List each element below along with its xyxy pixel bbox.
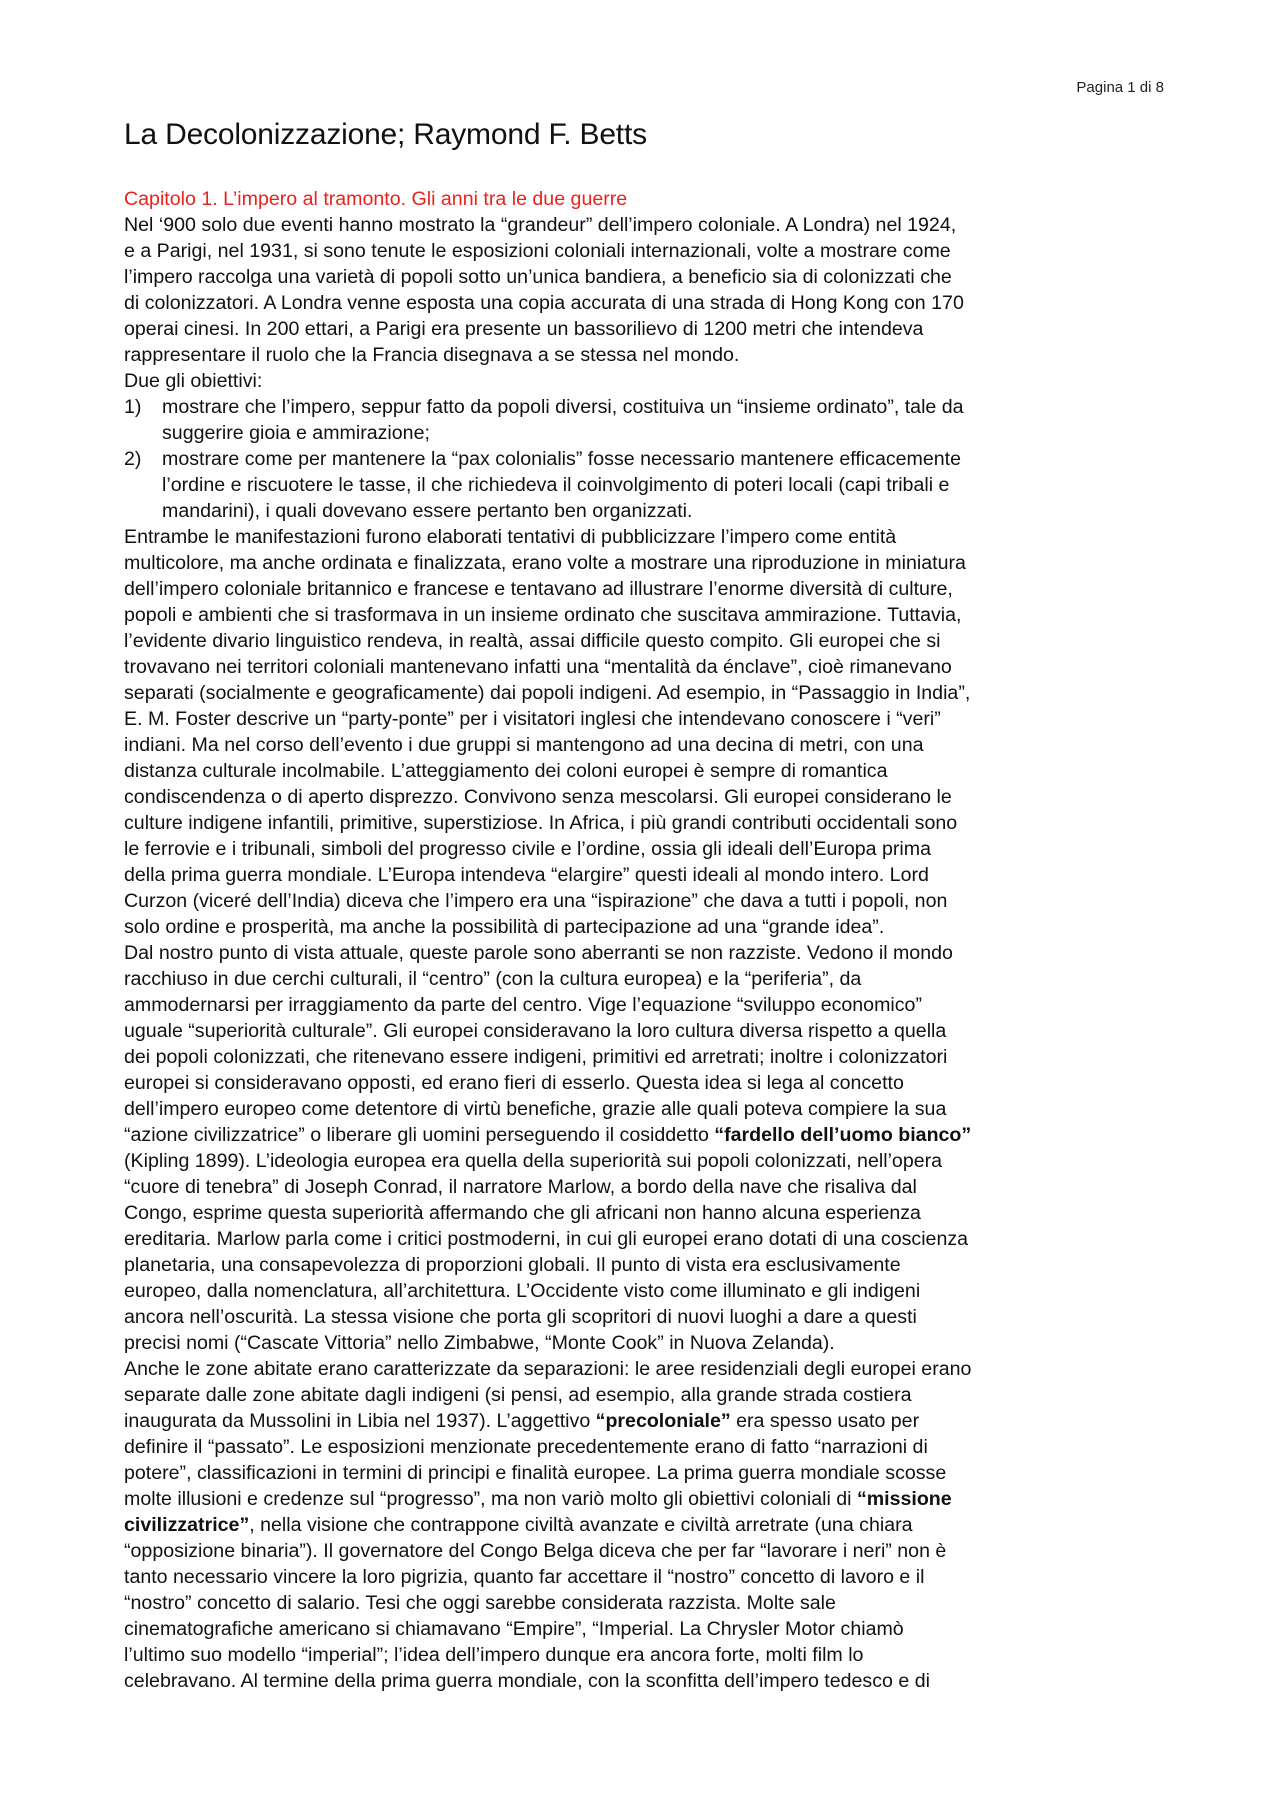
text-line [124, 706, 1164, 732]
text-line [124, 238, 1164, 264]
text-segment: mostrare come per mantenere la “pax colonialis” fosse necessario mantenere efficacemente [162, 448, 962, 470]
text-line [124, 966, 1164, 992]
text-line [124, 1096, 1164, 1122]
text-segment: celebravano. Al termine della prima guerra mondiale, con la sconfitta dell’impero tedesco e di [124, 1670, 930, 1692]
text-line [124, 1226, 1164, 1252]
text-segment: cinematografiche americano si chiamavano “Empire”, “Imperial. La Chrysler Motor chiamò [124, 1618, 904, 1640]
text-segment: ammodernarsi per irraggiamento da parte del centro. Vige l’equazione “sviluppo economico” [124, 994, 922, 1016]
text-line [124, 1044, 1164, 1070]
text-segment: planetaria, una consapevolezza di proporzioni globali. Il punto di vista era esclusivamente [124, 1254, 901, 1276]
body-text [124, 212, 1164, 1694]
text-segment: racchiuso in due cerchi culturali, il “centro” (con la cultura europea) e la “periferia”, da [124, 968, 862, 990]
text-segment: condiscendenza o di aperto disprezzo. Convivono senza mescolarsi. Gli europei considerano le [124, 786, 952, 808]
text-line [124, 1434, 1164, 1460]
text-line [124, 212, 1164, 238]
text-segment: mostrare che l’impero, seppur fatto da popoli diversi, costituiva un “insieme ordinato”, tale da [162, 396, 964, 418]
text-segment: popoli e ambienti che si trasformava in un insieme ordinato che suscitava ammirazione. Tuttavia, [124, 604, 962, 626]
text-segment: Due gli obiettivi: [124, 370, 263, 392]
text-line [124, 1304, 1164, 1330]
text-segment: inaugurata da Mussolini in Libia nel 1937). L’aggettivo [124, 1410, 596, 1432]
text-segment: europei si consideravano opposti, ed erano fieri di esserlo. Questa idea si lega al concetto [124, 1072, 904, 1094]
text-line [124, 316, 1164, 342]
text-line [124, 680, 1164, 706]
text-line [124, 368, 1164, 394]
bold-text: civilizzatrice” [124, 1514, 250, 1536]
text-line [124, 1564, 1164, 1590]
bold-text: “fardello dell’uomo bianco” [714, 1124, 972, 1146]
text-line [124, 758, 1164, 784]
text-line [124, 1330, 1164, 1356]
text-line [124, 576, 1164, 602]
document-title: La Decolonizzazione; Raymond F. Betts [124, 118, 647, 151]
text-segment: precisi nomi (“Cascate Vittoria” nello Zimbabwe, “Monte Cook” in Nuova Zelanda). [124, 1332, 835, 1354]
text-segment: trovavano nei territori coloniali mantenevano infatti una “mentalità da énclave”, cioè rimanevano [124, 656, 952, 678]
text-line [124, 1642, 1164, 1668]
text-line [124, 472, 1164, 498]
text-segment: tanto necessario vincere la loro pigrizia, quanto far accettare il “nostro” concetto di lavoro e il [124, 1566, 925, 1588]
text-line [124, 524, 1164, 550]
text-segment: suggerire gioia e ammirazione; [162, 422, 430, 444]
text-segment: Congo, esprime questa superiorità affermando che gli africani non hanno alcuna esperienza [124, 1202, 921, 1224]
text-line [124, 420, 1164, 446]
text-segment: Dal nostro punto di vista attuale, queste parole sono aberranti se non razziste. Vedono il mondo [124, 942, 953, 964]
text-segment: Curzon (viceré dell’India) diceva che l’impero era una “ispirazione” che dava a tutti i popoli, non [124, 890, 948, 912]
text-segment: le ferrovie e i tribunali, simboli del progresso civile e l’ordine, ossia gli ideali dell’Europa prima [124, 838, 931, 860]
text-segment: (Kipling 1899). L’ideologia europea era quella della superiorità sui popoli colonizzati, nell’opera [124, 1150, 943, 1172]
text-segment: E. M. Foster descrive un “party-ponte” per i visitatori inglesi che intendevano conoscere i “veri” [124, 708, 941, 730]
text-line [124, 1018, 1164, 1044]
text-line [124, 602, 1164, 628]
list-number: 1) [124, 396, 142, 418]
text-segment: l’ultimo suo modello “imperial”; l’idea dell’impero dunque era ancora forte, molti film lo [124, 1644, 864, 1666]
text-segment: “nostro” concetto di salario. Tesi che oggi sarebbe considerata razzista. Molte sale [124, 1592, 836, 1614]
text-line [124, 550, 1164, 576]
page-number: Pagina 1 di 8 [1076, 79, 1164, 96]
text-line [124, 1460, 1164, 1486]
text-line [124, 1382, 1164, 1408]
text-line [124, 1538, 1164, 1564]
bold-text: “precoloniale” [595, 1410, 731, 1432]
text-line [124, 342, 1164, 368]
text-line [124, 862, 1164, 888]
text-segment: molte illusioni e credenze sul “progresso”, ma non variò molto gli obiettivi coloniali di [124, 1488, 857, 1510]
text-segment: Anche le zone abitate erano caratterizzate da separazioni: le aree residenziali degli europei erano [124, 1358, 972, 1380]
text-line [124, 992, 1164, 1018]
text-segment: dell’impero coloniale britannico e francese e tentavano ad illustrare l’enorme diversità di culture, [124, 578, 953, 600]
text-segment: europeo, dalla nomenclatura, all’architettura. L’Occidente visto come illuminato e gli indigeni [124, 1280, 921, 1302]
list-item [124, 446, 1164, 472]
text-segment: ereditaria. Marlow parla come i critici postmoderni, in cui gli europei erano dotati di una coscienza [124, 1228, 969, 1250]
bold-text: “missione [856, 1488, 952, 1510]
text-line [124, 654, 1164, 680]
chapter-title: Capitolo 1. L’impero al tramonto. Gli anni tra le due guerre [124, 188, 628, 210]
text-segment: Nel ‘900 solo due eventi hanno mostrato la “grandeur” dell’impero coloniale. A Londra) nel 1924, [124, 214, 957, 236]
text-line [124, 1122, 1164, 1148]
text-segment: rappresentare il ruolo che la Francia disegnava a se stessa nel mondo. [124, 344, 740, 366]
text-line [124, 1668, 1164, 1694]
text-segment: dell’impero europeo come detentore di virtù benefiche, grazie alle quali poteva compiere la sua [124, 1098, 947, 1120]
text-segment: separati (socialmente e geograficamente) dai popoli indigeni. Ad esempio, in “Passaggio in India”, [124, 682, 971, 704]
text-line [124, 1590, 1164, 1616]
text-line [124, 940, 1164, 966]
text-segment: di colonizzatori. A Londra venne esposta una copia accurata di una strada di Hong Kong con 170 [124, 292, 964, 314]
text-line [124, 1174, 1164, 1200]
text-line [124, 888, 1164, 914]
text-segment: indiani. Ma nel corso dell’evento i due gruppi si mantengono ad una decina di metri, con una [124, 734, 924, 756]
text-segment: separate dalle zone abitate dagli indigeni (si pensi, ad esempio, alla grande strada costiera [124, 1384, 912, 1406]
text-line [124, 1148, 1164, 1174]
list-item [124, 394, 1164, 420]
text-segment: ancora nell’oscurità. La stessa visione che porta gli scopritori di nuovi luoghi a dare a questi [124, 1306, 917, 1328]
text-line [124, 1252, 1164, 1278]
text-segment: operai cinesi. In 200 ettari, a Parigi era presente un bassorilievo di 1200 metri che intendeva [124, 318, 924, 340]
text-line [124, 290, 1164, 316]
text-line [124, 1200, 1164, 1226]
text-segment: solo ordine e prosperità, ma anche la possibilità di partecipazione ad una “grande idea”. [124, 916, 885, 938]
text-line [124, 810, 1164, 836]
text-line [124, 732, 1164, 758]
list-number: 2) [124, 448, 142, 470]
text-line [124, 264, 1164, 290]
text-segment: culture indigene infantili, primitive, superstiziose. In Africa, i più grandi contributi occidentali sono [124, 812, 958, 834]
text-segment: distanza culturale incolmabile. L’atteggiamento dei coloni europei è sempre di romantica [124, 760, 888, 782]
text-segment: mandarini), i quali dovevano essere pertanto ben organizzati. [162, 500, 693, 522]
text-line [124, 1512, 1164, 1538]
text-line [124, 628, 1164, 654]
text-segment: era spesso usato per [730, 1410, 920, 1432]
text-segment: “azione civilizzatrice” o liberare gli uomini perseguendo il cosiddetto [124, 1124, 715, 1146]
text-segment: “opposizione binaria”). Il governatore del Congo Belga diceva che per far “lavorare i neri” non è [124, 1540, 947, 1562]
text-segment: multicolore, ma anche ordinata e finalizzata, erano volte a mostrare una riproduzione in miniatura [124, 552, 966, 574]
text-line [124, 1070, 1164, 1096]
text-segment: Entrambe le manifestazioni furono elaborati tentativi di pubblicizzare l’impero come entità [124, 526, 897, 548]
text-segment: dei popoli colonizzati, che ritenevano essere indigeni, primitivi ed arretrati; inoltre i colonizzatori [124, 1046, 948, 1068]
text-line [124, 914, 1164, 940]
text-line [124, 1278, 1164, 1304]
text-segment: “cuore di tenebra” di Joseph Conrad, il narratore Marlow, a bordo della nave che risaliva dal [124, 1176, 917, 1198]
text-segment: della prima guerra mondiale. L’Europa intendeva “elargire” questi ideali al mondo intero. Lord [124, 864, 929, 886]
text-line [124, 836, 1164, 862]
text-line [124, 1356, 1164, 1382]
text-segment: l’impero raccolga una varietà di popoli sotto un’unica bandiera, a beneficio sia di colonizzati che [124, 266, 952, 288]
text-segment: l’ordine e riscuotere le tasse, il che richiedeva il coinvolgimento di poteri locali (capi tribali e [162, 474, 950, 496]
text-line [124, 1408, 1164, 1434]
text-segment: potere”, classificazioni in termini di principi e finalità europee. La prima guerra mondiale scosse [124, 1462, 947, 1484]
text-line [124, 1486, 1164, 1512]
text-line [124, 1616, 1164, 1642]
text-segment: definire il “passato”. Le esposizioni menzionate precedentemente erano di fatto “narrazioni di [124, 1436, 928, 1458]
text-segment: , nella visione che contrappone civiltà avanzate e civiltà arretrate (una chiara [249, 1514, 913, 1536]
text-segment: l’evidente divario linguistico rendeva, in realtà, assai difficile questo compito. Gli europei che si [124, 630, 941, 652]
text-segment: e a Parigi, nel 1931, si sono tenute le esposizioni coloniali internazionali, volte a mostrare come [124, 240, 951, 262]
text-line [124, 498, 1164, 524]
text-line [124, 784, 1164, 810]
text-segment: uguale “superiorità culturale”. Gli europei consideravano la loro cultura diversa rispetto a quella [124, 1020, 947, 1042]
